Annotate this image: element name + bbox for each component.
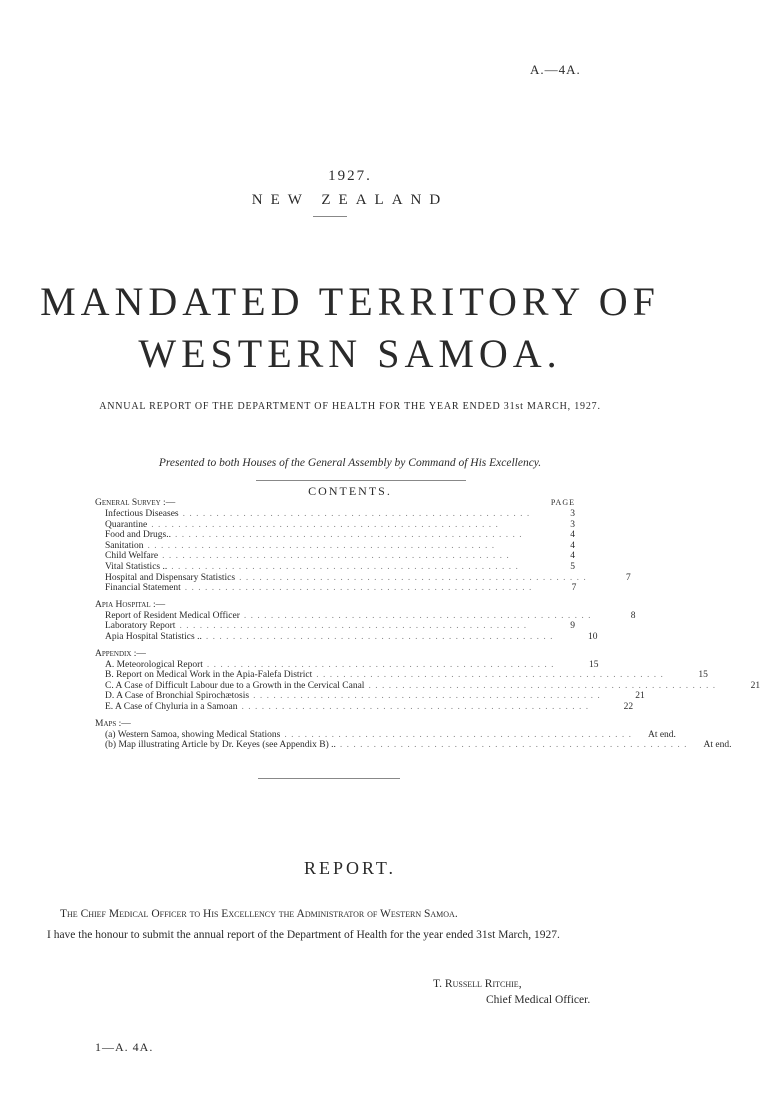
entry-page: 3 — [570, 509, 575, 519]
entry-title: Laboratory Report — [105, 621, 176, 632]
entry-title: Sanitation — [105, 540, 144, 551]
report-heading: REPORT. — [303, 858, 397, 878]
entry-page: 15 — [589, 659, 599, 670]
report-subtitle: ANNUAL REPORT OF THE DEPARTMENT OF HEALTH FOR THE YEAR ENDED 31st MARCH, 1927. — [99, 401, 601, 412]
contents-entry: A. Meteorological Report . . . . . . . . . . . . . . . . . . . . . . . . . . . . . . . . . . . . . . . . . . . . . . . . . . . . 15 — [105, 659, 599, 670]
contents-entry: Quarantine . . . . . . . . . . . . . . . . . . . . . . . . . . . . . . . . . . . . . . . . . . . . . . . . . . . . 3 — [105, 519, 575, 530]
title-line-2: WESTERN SAMOA. — [138, 331, 562, 376]
contents-section-heading: Appendix :— — [95, 648, 146, 659]
divider — [313, 216, 347, 217]
contents-entry: Laboratory Report . . . . . . . . . . . . . . . . . . . . . . . . . . . . . . . . . . . . . . . . . . . . . . . . . . . . 9 — [105, 621, 575, 632]
page-column-label: PAGE — [550, 498, 575, 507]
entry-title: (b) Map illustrating Article by Dr. Keyes (see Appendix B) .. — [105, 740, 336, 751]
entry-title: D. A Case of Bronchial Spirochætosis — [105, 691, 250, 702]
entry-page: 10 — [587, 631, 598, 642]
entry-page: 4 — [570, 551, 575, 562]
signatory-title: Chief Medical Officer. — [486, 994, 591, 1006]
footer-reference: 1—A. 4A. — [95, 1040, 154, 1054]
address-line: The Chief Medical Officer to His Excellency the Administrator of Western Samoa. — [60, 908, 458, 920]
entry-page: 9 — [570, 621, 575, 632]
report-body: I have the honour to submit the annual report of the Department of Health for the year ended 31st March, 1927. — [47, 929, 560, 941]
entry-title: (a) Western Samoa, showing Medical Stations — [105, 729, 281, 740]
entry-page: At end. — [703, 740, 732, 751]
contents-entry: Hospital and Dispensary Statistics . . . . . . . . . . . . . . . . . . . . . . . . . . . . . . . . . . . . . . . . . . . . . . . . . . . . 7 — [105, 572, 631, 583]
entry-page: At end. — [647, 729, 676, 740]
entry-page: 22 — [623, 701, 634, 712]
signatory-name: T. Russell Ritchie, — [433, 978, 522, 990]
contents-heading: CONTENTS. — [308, 484, 392, 498]
contents-entry: C. A Case of Difficult Labour due to a Growth in the Cervical Canal . . . . . . . . . . . . . . . . . . . . . . . . . . . . . . . . . . . . . . . . . . . . . . . . . . . . 21 — [105, 680, 760, 691]
entry-page: 15 — [698, 670, 708, 681]
contents-section-heading: General Survey :— — [95, 498, 176, 508]
contents-section-heading: Maps :— — [95, 718, 131, 729]
contents-entry: E. A Case of Chyluria in a Samoan . . . . . . . . . . . . . . . . . . . . . . . . . . . . . . . . . . . . . . . . . . . . . . . . . . . . 22 — [105, 701, 634, 712]
contents-entry: Food and Drugs.. . . . . . . . . . . . . . . . . . . . . . . . . . . . . . . . . . . . . . . . . . . . . . . . . . . . . 4 — [105, 530, 575, 541]
contents-entry: Vital Statistics .. . . . . . . . . . . . . . . . . . . . . . . . . . . . . . . . . . . . . . . . . . . . . . . . . . . . . 5 — [105, 561, 575, 572]
country-heading: NEW ZEALAND — [251, 192, 449, 208]
entry-title: Hospital and Dispensary Statistics — [105, 572, 236, 583]
title-line-1: MANDATED TERRITORY OF — [40, 279, 660, 324]
divider — [256, 480, 466, 481]
entry-page: 4 — [570, 530, 575, 541]
entry-title: B. Report on Medical Work in the Apia-Falefa District — [105, 670, 313, 681]
contents-entry: (a) Western Samoa, showing Medical Stations . . . . . . . . . . . . . . . . . . . . . . . . . . . . . . . . . . . . . . . . . . . . . . . . . . . . At end. — [105, 729, 676, 740]
entry-page: 7 — [571, 583, 577, 594]
entry-title: Apia Hospital Statistics .. — [105, 631, 202, 642]
contents-list — [95, 497, 760, 751]
entry-title: Child Welfare — [105, 551, 159, 562]
contents-entry: Report of Resident Medical Officer . . . . . . . . . . . . . . . . . . . . . . . . . . . . . . . . . . . . . . . . . . . . . . . . . . . . 8 — [105, 610, 636, 621]
contents-section-heading: Apia Hospital :— — [95, 599, 166, 610]
contents-entry: B. Report on Medical Work in the Apia-Falefa District . . . . . . . . . . . . . . . . . . . . . . . . . . . . . . . . . . . . . . . . . . . . . . . . . . . . 15 — [105, 670, 708, 681]
contents-entry: Financial Statement . . . . . . . . . . . . . . . . . . . . . . . . . . . . . . . . . . . . . . . . . . . . . . . . . . . . 7 — [105, 583, 577, 594]
contents-entry: Apia Hospital Statistics .. . . . . . . . . . . . . . . . . . . . . . . . . . . . . . . . . . . . . . . . . . . . . . . . . . . . . 10 — [105, 631, 598, 642]
contents-entry: Sanitation . . . . . . . . . . . . . . . . . . . . . . . . . . . . . . . . . . . . . . . . . . . . . . . . . . . . 4 — [105, 540, 575, 551]
entry-title: Infectious Diseases — [105, 509, 179, 519]
entry-title: C. A Case of Difficult Labour due to a Growth in the Cervical Canal — [105, 680, 365, 691]
entry-title: Financial Statement — [105, 583, 181, 594]
entry-page: 4 — [570, 540, 575, 551]
entry-page: 3 — [570, 519, 575, 530]
entry-title: A. Meteorological Report — [105, 659, 203, 670]
presented-statement: Presented to both Houses of the General Assembly by Command of His Excellency. — [158, 457, 542, 469]
entry-title: Food and Drugs.. — [105, 530, 171, 541]
entry-page: 8 — [630, 610, 636, 621]
entry-page: 21 — [750, 680, 760, 691]
entry-title: Quarantine — [105, 519, 148, 530]
contents-entry: Infectious Diseases . . . . . . . . . . . . . . . . . . . . . . . . . . . . . . . . . . . . . . . . . . . . . . . . . . . . 3 — [105, 509, 575, 519]
divider — [258, 778, 400, 779]
publication-year: 1927. — [328, 168, 372, 184]
contents-entry: D. A Case of Bronchial Spirochætosis . . . . . . . . . . . . . . . . . . . . . . . . . . . . . . . . . . . . . . . . . . . . . . . . . . . . 21 — [105, 691, 645, 702]
contents-entry: (b) Map illustrating Article by Dr. Keyes (see Appendix B) .. . . . . . . . . . . . . . . . . . . . . . . . . . . . . . . . . . . . . . . . . . . . . . . . . . . . . At end. — [105, 740, 732, 751]
entry-page: 5 — [570, 561, 575, 572]
entry-title: Vital Statistics .. — [105, 561, 168, 572]
paper-reference: A.—4A. — [530, 62, 581, 77]
contents-entry: Child Welfare . . . . . . . . . . . . . . . . . . . . . . . . . . . . . . . . . . . . . . . . . . . . . . . . . . . . 4 — [105, 551, 575, 562]
entry-page: 7 — [625, 572, 631, 583]
entry-page: 21 — [635, 691, 645, 702]
entry-title: Report of Resident Medical Officer — [105, 610, 240, 621]
entry-title: E. A Case of Chyluria in a Samoan — [105, 701, 238, 712]
